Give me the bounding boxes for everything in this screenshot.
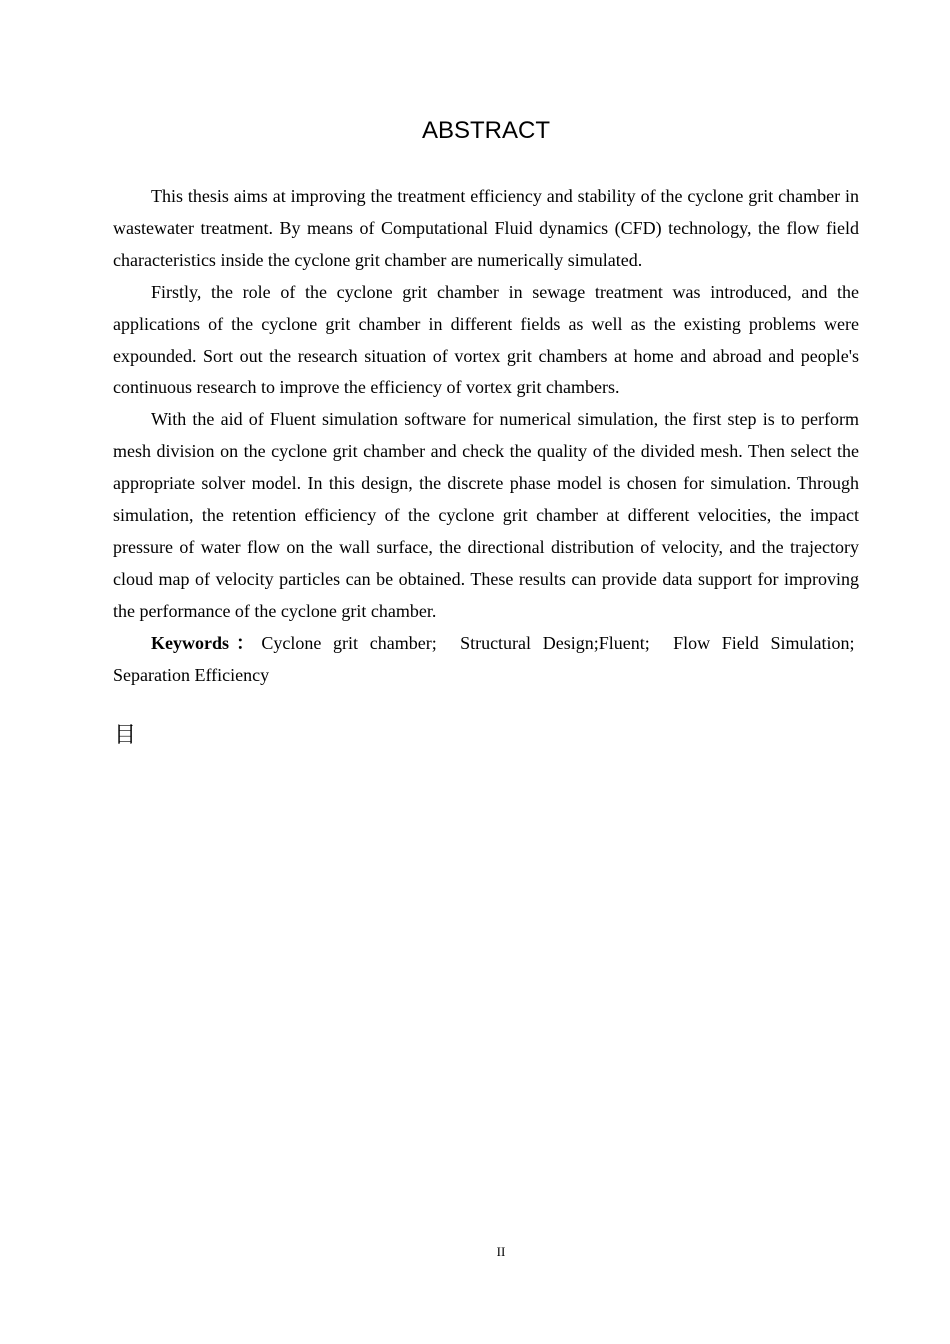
page-number: II [496,1244,506,1259]
abstract-title: ABSTRACT [421,117,550,144]
abstract-paragraph-3: With the aid of Fluent simulation software for numerical simulation, the first step is to perform mesh division on the cyclone grit chamber and check the quality of the divided mesh. Then select the appropriate solver model. In this design, the discrete phase model is chosen for simulation. Through simulation, the retention efficiency of the cyclone grit chamber at different velocities, the impact pressure of water flow on the wall surface, the directional distribution of velocity, and the trajectory cloud map of velocity particles can be obtained. These results can provide data support for improving the performance of the cyclone grit chamber. [113,409,859,621]
abstract-body [113,181,859,692]
keywords-label: Keywords： [151,632,262,653]
keywords-text: Cyclone grit chamber; Structural Design;Fluent; Flow Field Simulation; Separation Efficiency [113,632,859,685]
table-of-contents-heading: 目 [114,723,137,748]
abstract-paragraph-2: Firstly, the role of the cyclone grit chamber in sewage treatment was introduced, and the applications of the cyclone grit chamber in different fields as well as the existing problems were expounded. Sort out the research situation of vortex grit chambers at home and abroad and people's continuous research to improve the efficiency of vortex grit chambers. [113,281,859,398]
abstract-paragraph-1: This thesis aims at improving the treatment efficiency and stability of the cyclone grit chamber in wastewater treatment. By means of Computational Fluid dynamics (CFD) technology, the flow field characteristics inside the cyclone grit chamber are numerically simulated. [113,186,859,270]
keywords-paragraph [113,628,859,692]
